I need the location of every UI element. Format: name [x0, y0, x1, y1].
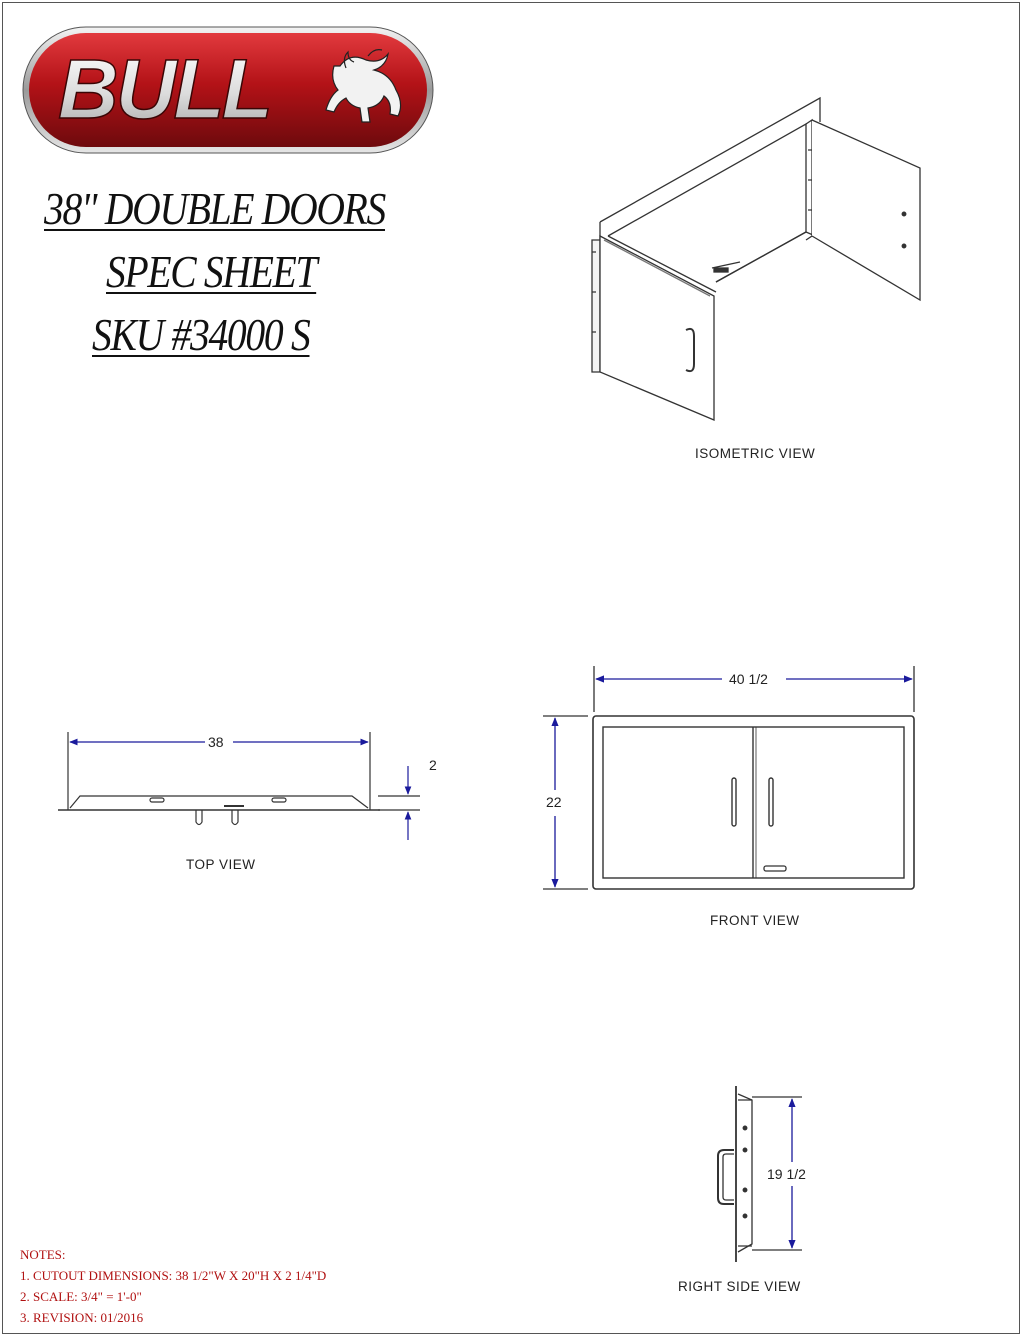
notes-heading: NOTES: [20, 1247, 66, 1262]
isometric-view-caption: ISOMETRIC VIEW [695, 446, 816, 461]
note-item: 2. SCALE: 3/4" = 1'-0" [20, 1289, 142, 1304]
front-width-label: 40 1/2 [726, 671, 771, 687]
title-line-3: SKU #34000 S [92, 309, 310, 360]
right-side-view-caption: RIGHT SIDE VIEW [678, 1279, 801, 1294]
top-depth-label: 2 [426, 757, 440, 773]
note-item: 1. CUTOUT DIMENSIONS: 38 1/2"W X 20"H X 2 1/4"D [20, 1268, 327, 1283]
notes-block [20, 1244, 326, 1328]
title-line-1: 38" DOUBLE DOORS [44, 183, 386, 234]
front-view-drawing [543, 666, 914, 889]
svg-text:BULL: BULL [58, 42, 270, 136]
front-view-caption: FRONT VIEW [710, 913, 800, 928]
top-view-drawing [58, 732, 420, 840]
front-height-label: 22 [543, 794, 565, 810]
top-width-label: 38 [205, 734, 227, 750]
title-line-2: SPEC SHEET [106, 246, 317, 297]
top-view-caption: TOP VIEW [186, 857, 256, 872]
note-item: 3. REVISION: 01/2016 [20, 1310, 144, 1325]
isometric-drawing [592, 98, 920, 420]
side-height-label: 19 1/2 [764, 1166, 809, 1182]
